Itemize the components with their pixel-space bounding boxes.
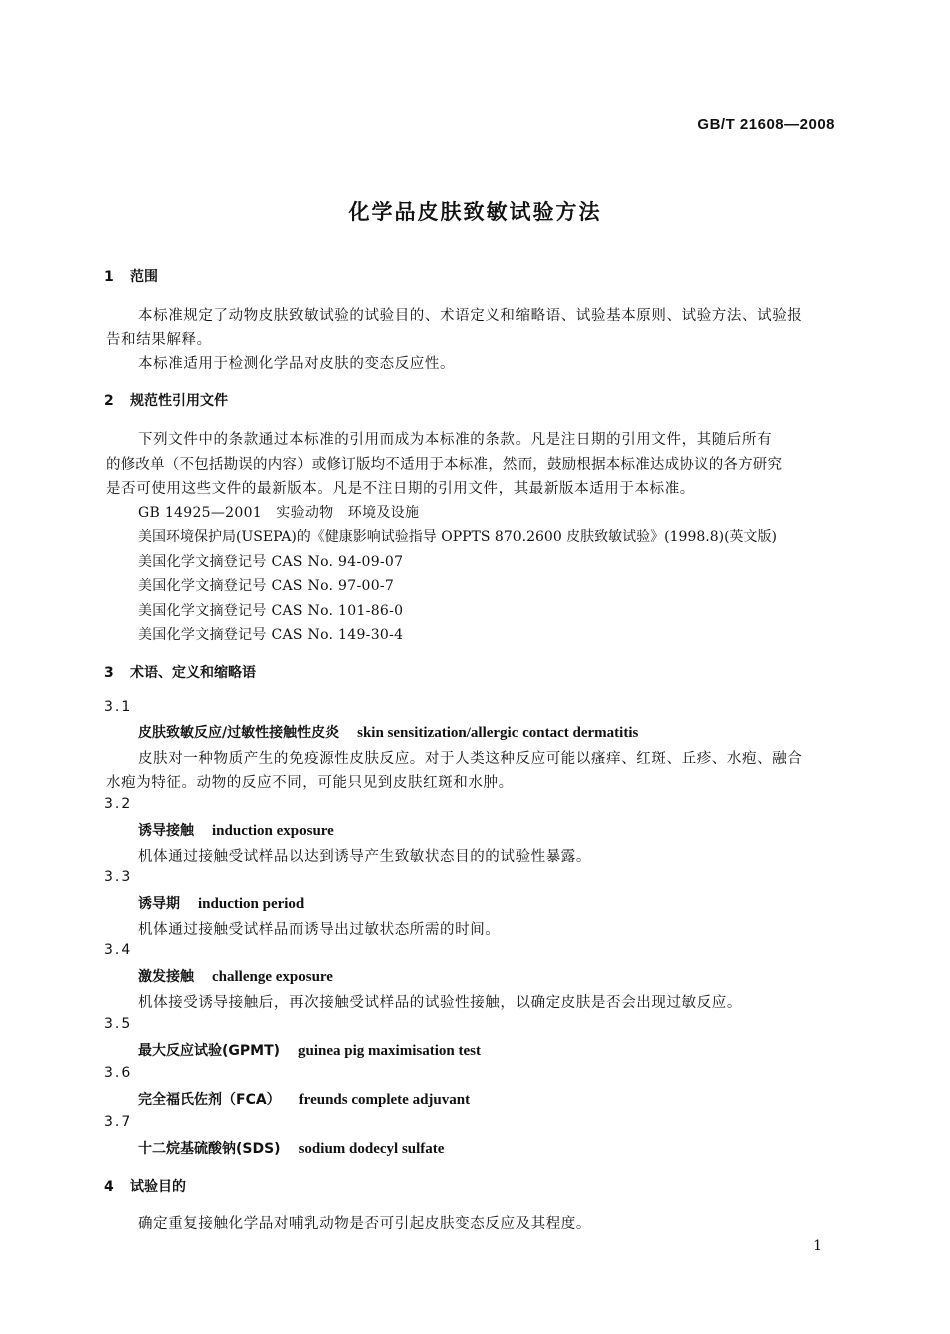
- term-number: 3.5: [104, 1016, 133, 1032]
- term-definition: 机体通过接触受试样品而诱导出过敏状态所需的时间。: [138, 922, 501, 938]
- term-number: 3.2: [104, 796, 133, 812]
- term-english: sodium dodecyl sulfate: [298, 1141, 445, 1157]
- section-number: 1: [104, 269, 114, 285]
- reference-item: 美国化学文摘登记号 CAS No. 149-30-4: [138, 627, 404, 643]
- term-english: induction period: [198, 896, 305, 912]
- term-chinese: 十二烷基硫酸钠(SDS): [138, 1141, 281, 1157]
- term-number: 3.4: [104, 942, 133, 958]
- paragraph-line: 告和结果解释。: [106, 332, 212, 348]
- term-chinese: 皮肤致敏反应/过敏性接触性皮炎: [138, 725, 340, 741]
- term-chinese: 完全福氏佐剂（FCA）: [138, 1092, 281, 1108]
- reference-item: 美国化学文摘登记号 CAS No. 94-09-07: [138, 554, 404, 570]
- section-title: 试验目的: [130, 1179, 186, 1195]
- section-title: 规范性引用文件: [130, 393, 228, 409]
- term-entry: [138, 966, 333, 986]
- term-english: skin sensitization/allergic contact dermatitis: [357, 725, 639, 741]
- section-number: 3: [104, 665, 114, 681]
- term-entry: [138, 1138, 444, 1158]
- section-number: 2: [104, 393, 114, 409]
- paragraph-line: 本标准规定了动物皮肤致敏试验的试验目的、术语定义和缩略语、试验基本原则、试验方法、试验报: [138, 308, 803, 324]
- section-1-heading: [104, 266, 158, 286]
- section-number: 4: [104, 1179, 114, 1195]
- term-number: 3.7: [104, 1114, 133, 1130]
- section-2-heading: [104, 390, 228, 410]
- reference-item: GB 14925—2001 实验动物 环境及设施: [138, 505, 420, 521]
- term-chinese: 最大反应试验(GPMT): [138, 1043, 281, 1059]
- term-number: 3.1: [104, 699, 133, 715]
- term-entry: [138, 893, 304, 913]
- term-chinese: 激发接触: [138, 969, 194, 985]
- term-entry: [138, 722, 638, 742]
- reference-item: 美国环境保护局(USEPA)的《健康影响试验指导 OPPTS 870.2600 皮肤致敏试验》(1998.8)(英文版): [138, 529, 778, 545]
- term-english: freunds complete adjuvant: [298, 1092, 471, 1108]
- term-number: 3.3: [104, 869, 133, 885]
- section-title: 范围: [130, 269, 158, 285]
- reference-item: 美国化学文摘登记号 CAS No. 101-86-0: [138, 603, 404, 619]
- section-4-heading: [104, 1176, 186, 1196]
- term-chinese: 诱导接触: [138, 823, 194, 839]
- term-chinese: 诱导期: [138, 896, 180, 912]
- page-number: 1: [813, 1238, 822, 1254]
- term-entry: [138, 1089, 470, 1109]
- document-title: 化学品皮肤致敏试验方法: [348, 200, 602, 224]
- paragraph-line: 确定重复接触化学品对哺乳动物是否可引起皮肤变态反应及其程度。: [138, 1216, 591, 1232]
- term-english: challenge exposure: [212, 969, 333, 985]
- term-definition: 皮肤对一种物质产生的免疫源性皮肤反应。对于人类这种反应可能以瘙痒、红斑、丘疹、水疱、融合: [138, 751, 803, 767]
- paragraph-line: 的修改单（不包括勘误的内容）或修订版均不适用于本标准，然而，鼓励根据本标准达成协议的各方研究: [106, 457, 783, 473]
- term-entry: [138, 820, 334, 840]
- term-entry: [138, 1040, 481, 1060]
- term-english: induction exposure: [212, 823, 334, 839]
- term-definition: 机体通过接触受试样品以达到诱导产生致敏状态目的的试验性暴露。: [138, 849, 591, 865]
- section-title: 术语、定义和缩略语: [130, 665, 256, 681]
- term-number: 3.6: [104, 1065, 133, 1081]
- paragraph-line: 下列文件中的条款通过本标准的引用而成为本标准的条款。凡是注日期的引用文件，其随后所有: [138, 432, 773, 448]
- paragraph-line: 本标准适用于检测化学品对皮肤的变态反应性。: [138, 356, 456, 372]
- paragraph-line: 是否可使用这些文件的最新版本。凡是不注日期的引用文件，其最新版本适用于本标准。: [106, 481, 695, 497]
- term-english: guinea pig maximisation test: [298, 1043, 481, 1059]
- section-3-heading: [104, 662, 256, 682]
- reference-item: 美国化学文摘登记号 CAS No. 97-00-7: [138, 578, 395, 594]
- term-definition: 机体接受诱导接触后，再次接触受试样品的试验性接触，以确定皮肤是否会出现过敏反应。: [138, 995, 742, 1011]
- term-definition: 水疱为特征。动物的反应不同，可能只见到皮肤红斑和水肿。: [106, 775, 514, 791]
- standard-number: GB/T 21608—2008: [697, 116, 835, 133]
